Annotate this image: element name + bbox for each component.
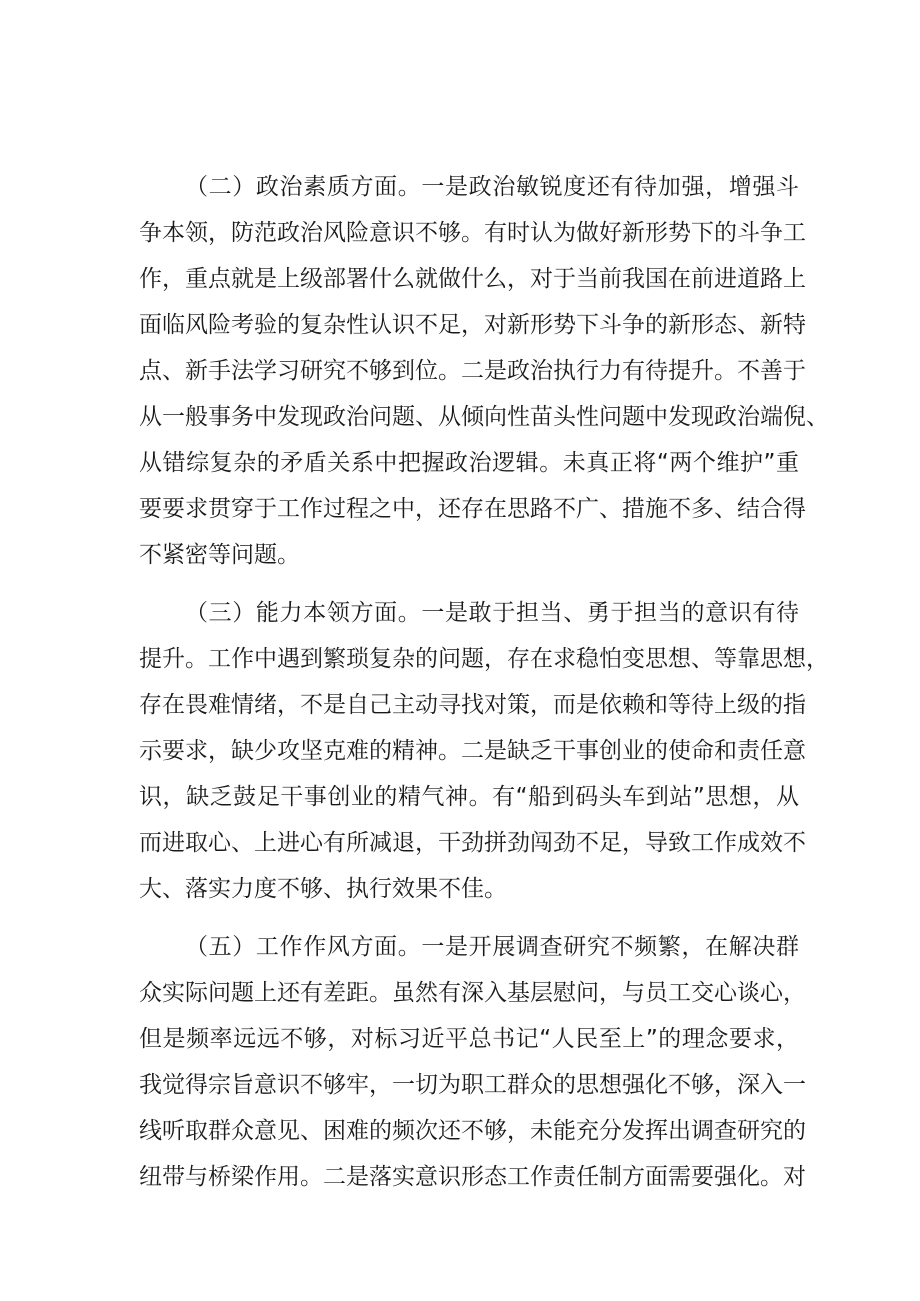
text-line: 但是频率远远不够，对标习近平总书记“人民至上”的理念要求， [139,1026,799,1052]
text-line: 大、落实力度不够、执行效果不佳。 [139,876,507,902]
text-line: 从一般事务中发现政治问题、从倾向性苗头性问题中发现政治端倪、 [139,404,829,430]
document-body [139,164,829,1212]
text-line: 不紧密等问题。 [139,542,300,568]
text-line: 作，重点就是上级部署什么就做什么，对于当前我国在前进道路上 [139,266,806,292]
text-line: 示要求，缺少攻坚克难的精神。二是缺乏干事创业的使命和责任意 [139,738,806,764]
paragraph-ability [139,590,829,912]
text-line: 面临风险考验的复杂性认识不足，对新形势下斗争的新形态、新特 [139,312,806,338]
text-line: 众实际问题上还有差距。虽然有深入基层慰问，与员工交心谈心， [139,980,806,1006]
text-line: 线听取群众意见、困难的频次还不够，未能充分发挥出调查研究的 [139,1118,806,1144]
text-line: 识，缺乏鼓足干事创业的精气神。有“船到码头车到站”思想，从 [139,784,799,810]
text-line: （五）工作作风方面。一是开展调查研究不频繁，在解决群 [185,934,799,960]
paragraph-work-style [139,924,806,1200]
text-line: 从错综复杂的矛盾关系中把握政治逻辑。未真正将“两个维护”重 [139,450,799,476]
text-line: 而进取心、上进心有所减退，干劲拼劲闯劲不足，导致工作成效不 [139,830,806,856]
text-line: 存在畏难情绪，不是自己主动寻找对策，而是依赖和等待上级的指 [139,692,806,718]
paragraph-political-quality [139,164,829,578]
text-line: 纽带与桥梁作用。二是落实意识形态工作责任制方面需要强化。对 [139,1164,806,1190]
text-line: 我觉得宗旨意识不够牢，一切为职工群众的思想强化不够，深入一 [139,1072,806,1098]
text-line: 点、新手法学习研究不够到位。二是政治执行力有待提升。不善于 [139,358,806,384]
text-line: （三）能力本领方面。一是敢于担当、勇于担当的意识有待 [185,600,799,626]
text-line: 提升。工作中遇到繁琐复杂的问题，存在求稳怕变思想、等靠思想， [139,646,829,672]
text-line: 要要求贯穿于工作过程之中，还存在思路不广、措施不多、结合得 [139,496,806,522]
text-line: 争本领，防范政治风险意识不够。有时认为做好新形势下的斗争工 [139,220,806,246]
text-line: （二）政治素质方面。一是政治敏锐度还有待加强，增强斗 [185,174,799,200]
